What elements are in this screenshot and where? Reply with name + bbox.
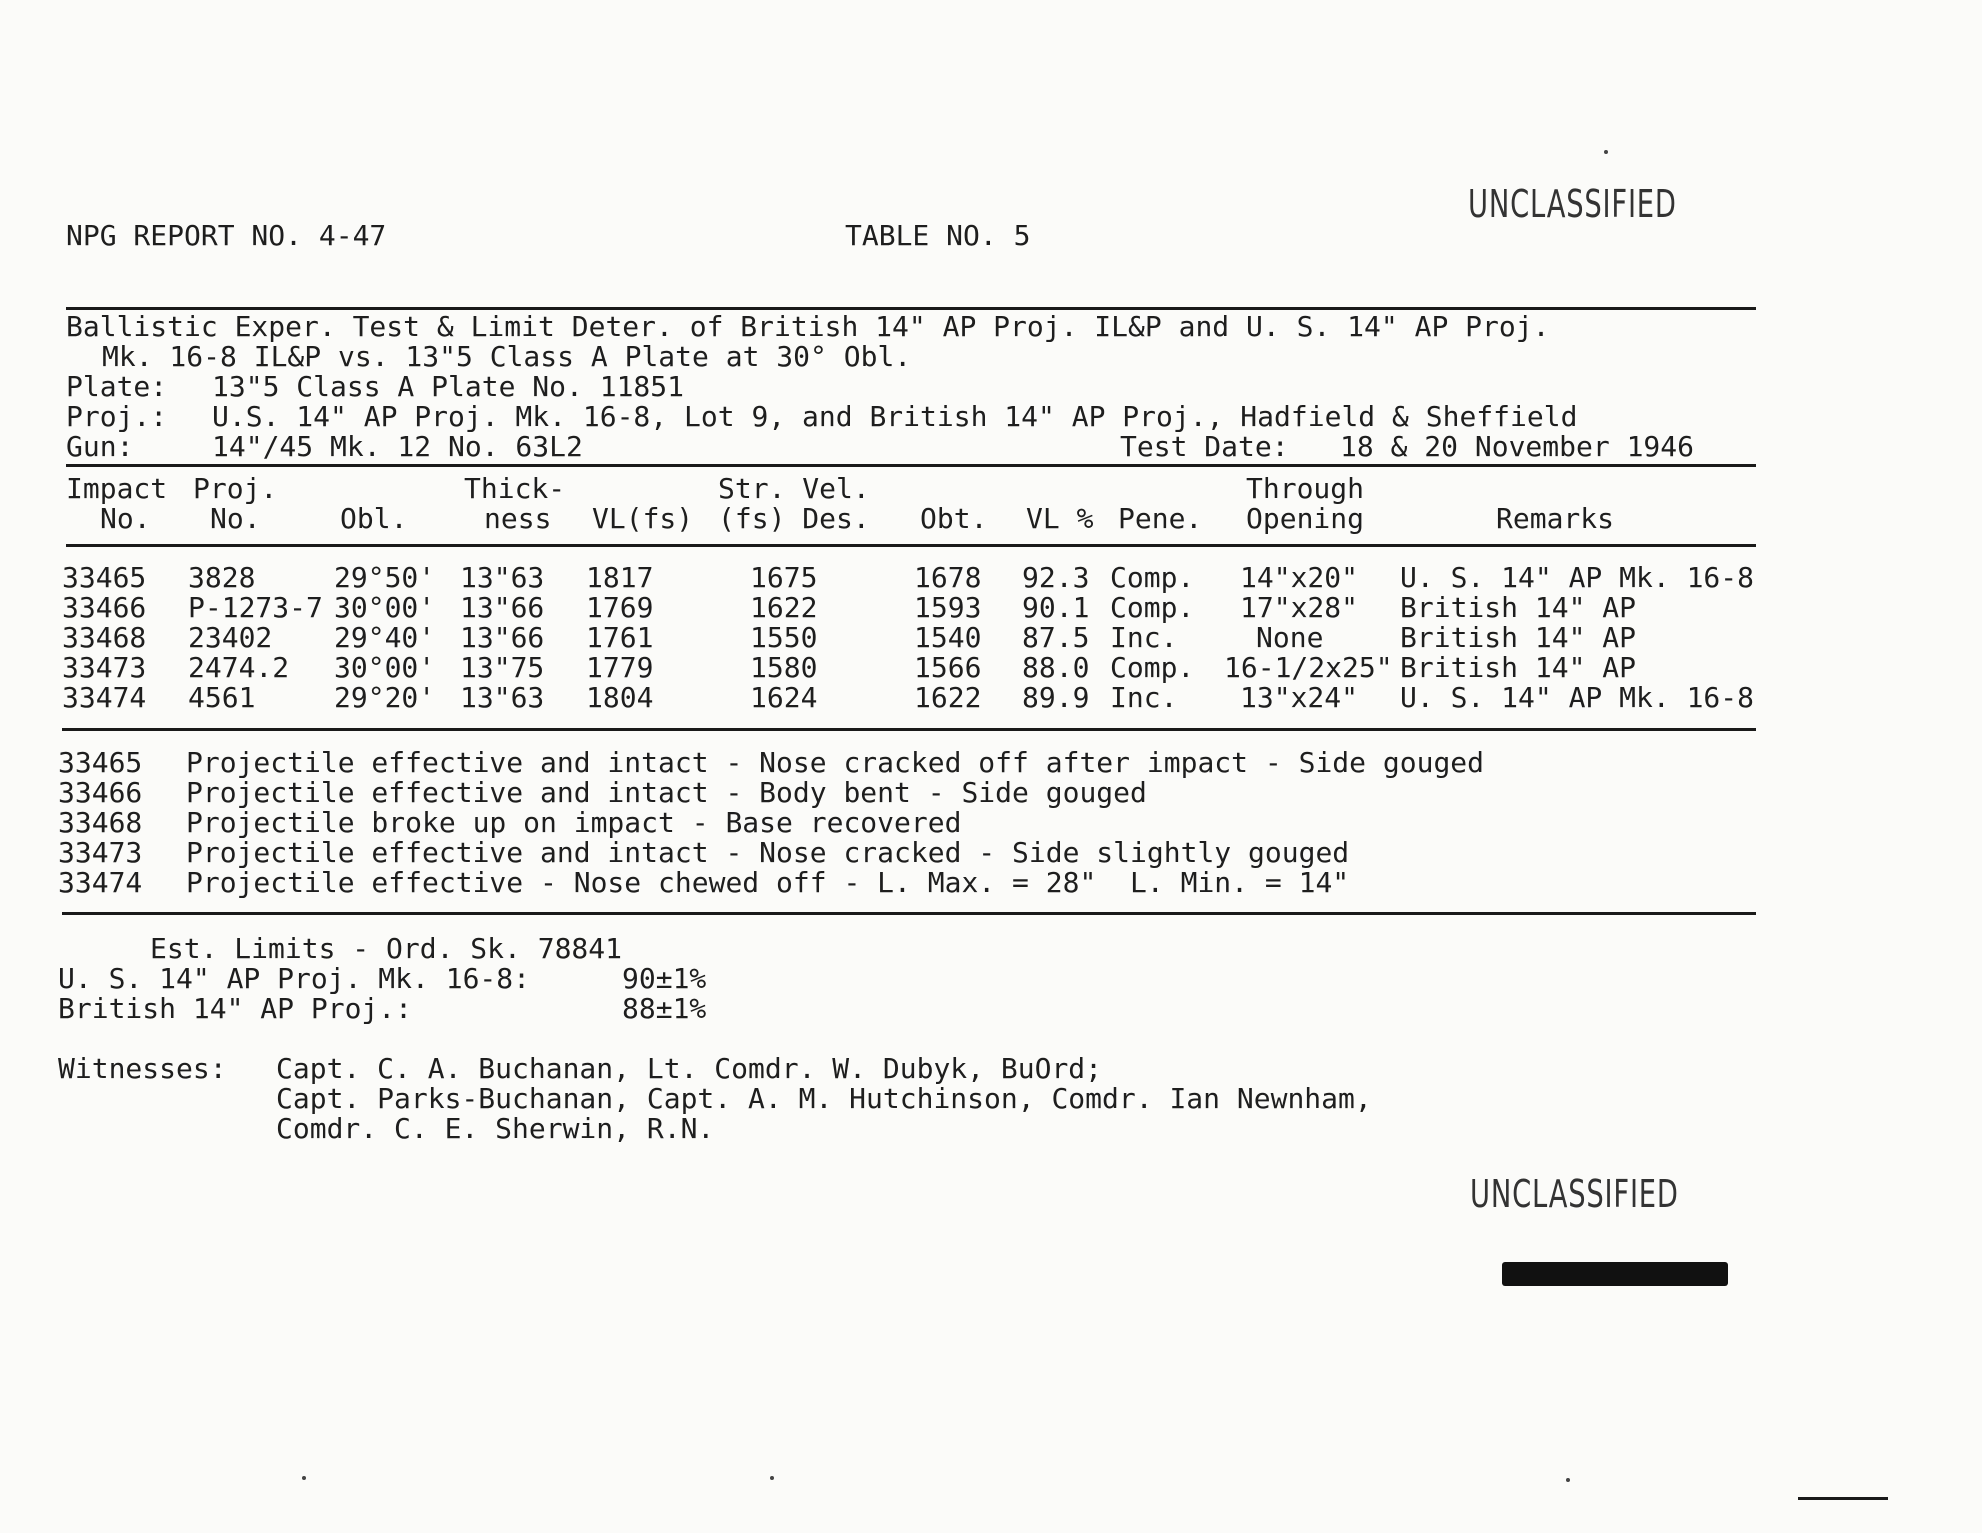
header-opening: Opening bbox=[1246, 502, 1365, 535]
witnesses-line2: Capt. Parks-Buchanan, Capt. A. M. Hutchinson, Comdr. Ian Newnham, bbox=[276, 1082, 1372, 1115]
test-date-value: 18 & 20 November 1946 bbox=[1340, 430, 1695, 463]
cell-pene: Comp. bbox=[1110, 591, 1195, 624]
cell-des: 1580 bbox=[750, 651, 818, 684]
cell-obt: 1540 bbox=[914, 621, 982, 654]
document-title-line2: Mk. 16-8 IL&P vs. 13"5 Class A Plate at 30° Obl. bbox=[102, 340, 912, 373]
cell-opening: None bbox=[1256, 621, 1324, 654]
cell-vl: 1761 bbox=[586, 621, 654, 654]
header-thick: Thick- bbox=[464, 472, 566, 505]
cell-remarks: U. S. 14" AP Mk. 16-8 bbox=[1400, 681, 1755, 714]
cell-des: 1624 bbox=[750, 681, 818, 714]
header-str-vel: Str. Vel. bbox=[718, 472, 870, 505]
classification-stamp-bottom: UNCLASSIFIED bbox=[1470, 1172, 1679, 1216]
rule-info bbox=[66, 464, 1756, 467]
cell-obt: 1622 bbox=[914, 681, 982, 714]
cell-opening: 16-1/2x25" bbox=[1224, 651, 1393, 684]
cell-thick: 13"63 bbox=[460, 561, 545, 594]
header-pene: Pene. bbox=[1118, 502, 1203, 535]
header-remarks: Remarks bbox=[1496, 502, 1615, 535]
header-vl-pct: VL % bbox=[1026, 502, 1094, 535]
cell-impact: 33466 bbox=[62, 591, 147, 624]
rule-header bbox=[66, 544, 1756, 547]
header-obl: Obl. bbox=[340, 502, 408, 535]
cell-vl: 1769 bbox=[586, 591, 654, 624]
witnesses-line3: Comdr. C. E. Sherwin, R.N. bbox=[276, 1112, 715, 1145]
speck bbox=[302, 1476, 306, 1480]
test-date-label: Test Date: bbox=[1120, 430, 1289, 463]
cell-opening: 17"x28" bbox=[1240, 591, 1359, 624]
note-impact: 33465 bbox=[58, 746, 143, 779]
classification-stamp-top: UNCLASSIFIED bbox=[1468, 182, 1677, 226]
speck bbox=[1604, 150, 1608, 154]
cell-remarks: British 14" AP bbox=[1400, 651, 1637, 684]
header-des: (fs) Des. bbox=[718, 502, 870, 535]
cell-impact: 33468 bbox=[62, 621, 147, 654]
cell-proj: 3828 bbox=[188, 561, 256, 594]
cell-des: 1550 bbox=[750, 621, 818, 654]
proj-value: U.S. 14" AP Proj. Mk. 16-8, Lot 9, and British 14" AP Proj., Hadfield & Sheffield bbox=[212, 400, 1578, 433]
cell-impact: 33473 bbox=[62, 651, 147, 684]
rule-table-end bbox=[62, 728, 1756, 731]
cell-pene: Comp. bbox=[1110, 561, 1195, 594]
cell-vl-pct: 90.1 bbox=[1022, 591, 1090, 624]
cell-pene: Inc. bbox=[1110, 681, 1178, 714]
header-through: Through bbox=[1246, 472, 1365, 505]
document-title-line1: Ballistic Exper. Test & Limit Deter. of British 14" AP Proj. IL&P and U. S. 14" AP Proj. bbox=[66, 310, 1550, 343]
cell-thick: 13"63 bbox=[460, 681, 545, 714]
cell-vl-pct: 92.3 bbox=[1022, 561, 1090, 594]
note-impact: 33468 bbox=[58, 806, 143, 839]
cell-impact: 33474 bbox=[62, 681, 147, 714]
note-impact: 33473 bbox=[58, 836, 143, 869]
header-proj: Proj. bbox=[193, 472, 278, 505]
witnesses-line1: Capt. C. A. Buchanan, Lt. Comdr. W. Dubyk, BuOrd; bbox=[276, 1052, 1103, 1085]
cell-proj: P-1273-7 bbox=[188, 591, 323, 624]
header-proj-no: No. bbox=[210, 502, 261, 535]
plate-value: 13"5 Class A Plate No. 11851 bbox=[212, 370, 685, 403]
cell-impact: 33465 bbox=[62, 561, 147, 594]
cell-obl: 29°50' bbox=[334, 561, 436, 594]
cell-vl-pct: 87.5 bbox=[1022, 621, 1090, 654]
cell-obl: 30°00' bbox=[334, 651, 436, 684]
cell-opening: 14"x20" bbox=[1240, 561, 1359, 594]
edge-mark bbox=[1798, 1497, 1888, 1500]
plate-label: Plate: bbox=[66, 370, 168, 403]
limits-heading: Est. Limits - Ord. Sk. 78841 bbox=[150, 932, 623, 965]
cell-obt: 1566 bbox=[914, 651, 982, 684]
cell-vl: 1804 bbox=[586, 681, 654, 714]
redaction-mark bbox=[1502, 1262, 1728, 1286]
cell-opening: 13"x24" bbox=[1240, 681, 1359, 714]
header-vl: VL(fs) bbox=[592, 502, 694, 535]
header-impact: Impact bbox=[66, 472, 168, 505]
cell-remarks: British 14" AP bbox=[1400, 591, 1637, 624]
note-impact: 33466 bbox=[58, 776, 143, 809]
header-thick-ness: ness bbox=[484, 502, 552, 535]
cell-des: 1622 bbox=[750, 591, 818, 624]
limits-us-label: U. S. 14" AP Proj. Mk. 16-8: bbox=[58, 962, 531, 995]
cell-remarks: British 14" AP bbox=[1400, 621, 1637, 654]
cell-thick: 13"66 bbox=[460, 591, 545, 624]
limits-british-label: British 14" AP Proj.: bbox=[58, 992, 413, 1025]
note-text: Projectile effective and intact - Nose cracked - Side slightly gouged bbox=[186, 836, 1350, 869]
cell-pene: Comp. bbox=[1110, 651, 1195, 684]
witnesses-label: Witnesses: bbox=[58, 1052, 227, 1085]
note-text: Projectile effective and intact - Body bent - Side gouged bbox=[186, 776, 1147, 809]
limits-british-value: 88±1% bbox=[622, 992, 707, 1025]
speck bbox=[1566, 1478, 1570, 1482]
table-number: TABLE NO. 5 bbox=[845, 219, 1031, 252]
speck bbox=[770, 1476, 774, 1480]
cell-obl: 29°20' bbox=[334, 681, 436, 714]
cell-vl-pct: 89.9 bbox=[1022, 681, 1090, 714]
cell-thick: 13"75 bbox=[460, 651, 545, 684]
note-text: Projectile effective - Nose chewed off - L. Max. = 28" L. Min. = 14" bbox=[186, 866, 1350, 899]
note-impact: 33474 bbox=[58, 866, 143, 899]
cell-remarks: U. S. 14" AP Mk. 16-8 bbox=[1400, 561, 1755, 594]
cell-obt: 1678 bbox=[914, 561, 982, 594]
note-text: Projectile broke up on impact - Base recovered bbox=[186, 806, 962, 839]
gun-value: 14"/45 Mk. 12 No. 63L2 bbox=[212, 430, 583, 463]
cell-vl: 1779 bbox=[586, 651, 654, 684]
cell-vl: 1817 bbox=[586, 561, 654, 594]
cell-pene: Inc. bbox=[1110, 621, 1178, 654]
header-impact-no: No. bbox=[100, 502, 151, 535]
cell-obl: 30°00' bbox=[334, 591, 436, 624]
cell-obt: 1593 bbox=[914, 591, 982, 624]
gun-label: Gun: bbox=[66, 430, 134, 463]
cell-obl: 29°40' bbox=[334, 621, 436, 654]
cell-proj: 23402 bbox=[188, 621, 273, 654]
note-text: Projectile effective and intact - Nose cracked off after impact - Side gouged bbox=[186, 746, 1485, 779]
report-number: NPG REPORT NO. 4-47 bbox=[66, 219, 387, 252]
limits-us-value: 90±1% bbox=[622, 962, 707, 995]
cell-thick: 13"66 bbox=[460, 621, 545, 654]
proj-label: Proj.: bbox=[66, 400, 168, 433]
cell-vl-pct: 88.0 bbox=[1022, 651, 1090, 684]
cell-proj: 2474.2 bbox=[188, 651, 290, 684]
header-obt: Obt. bbox=[920, 502, 988, 535]
cell-des: 1675 bbox=[750, 561, 818, 594]
rule-notes-end bbox=[62, 912, 1756, 915]
cell-proj: 4561 bbox=[188, 681, 256, 714]
